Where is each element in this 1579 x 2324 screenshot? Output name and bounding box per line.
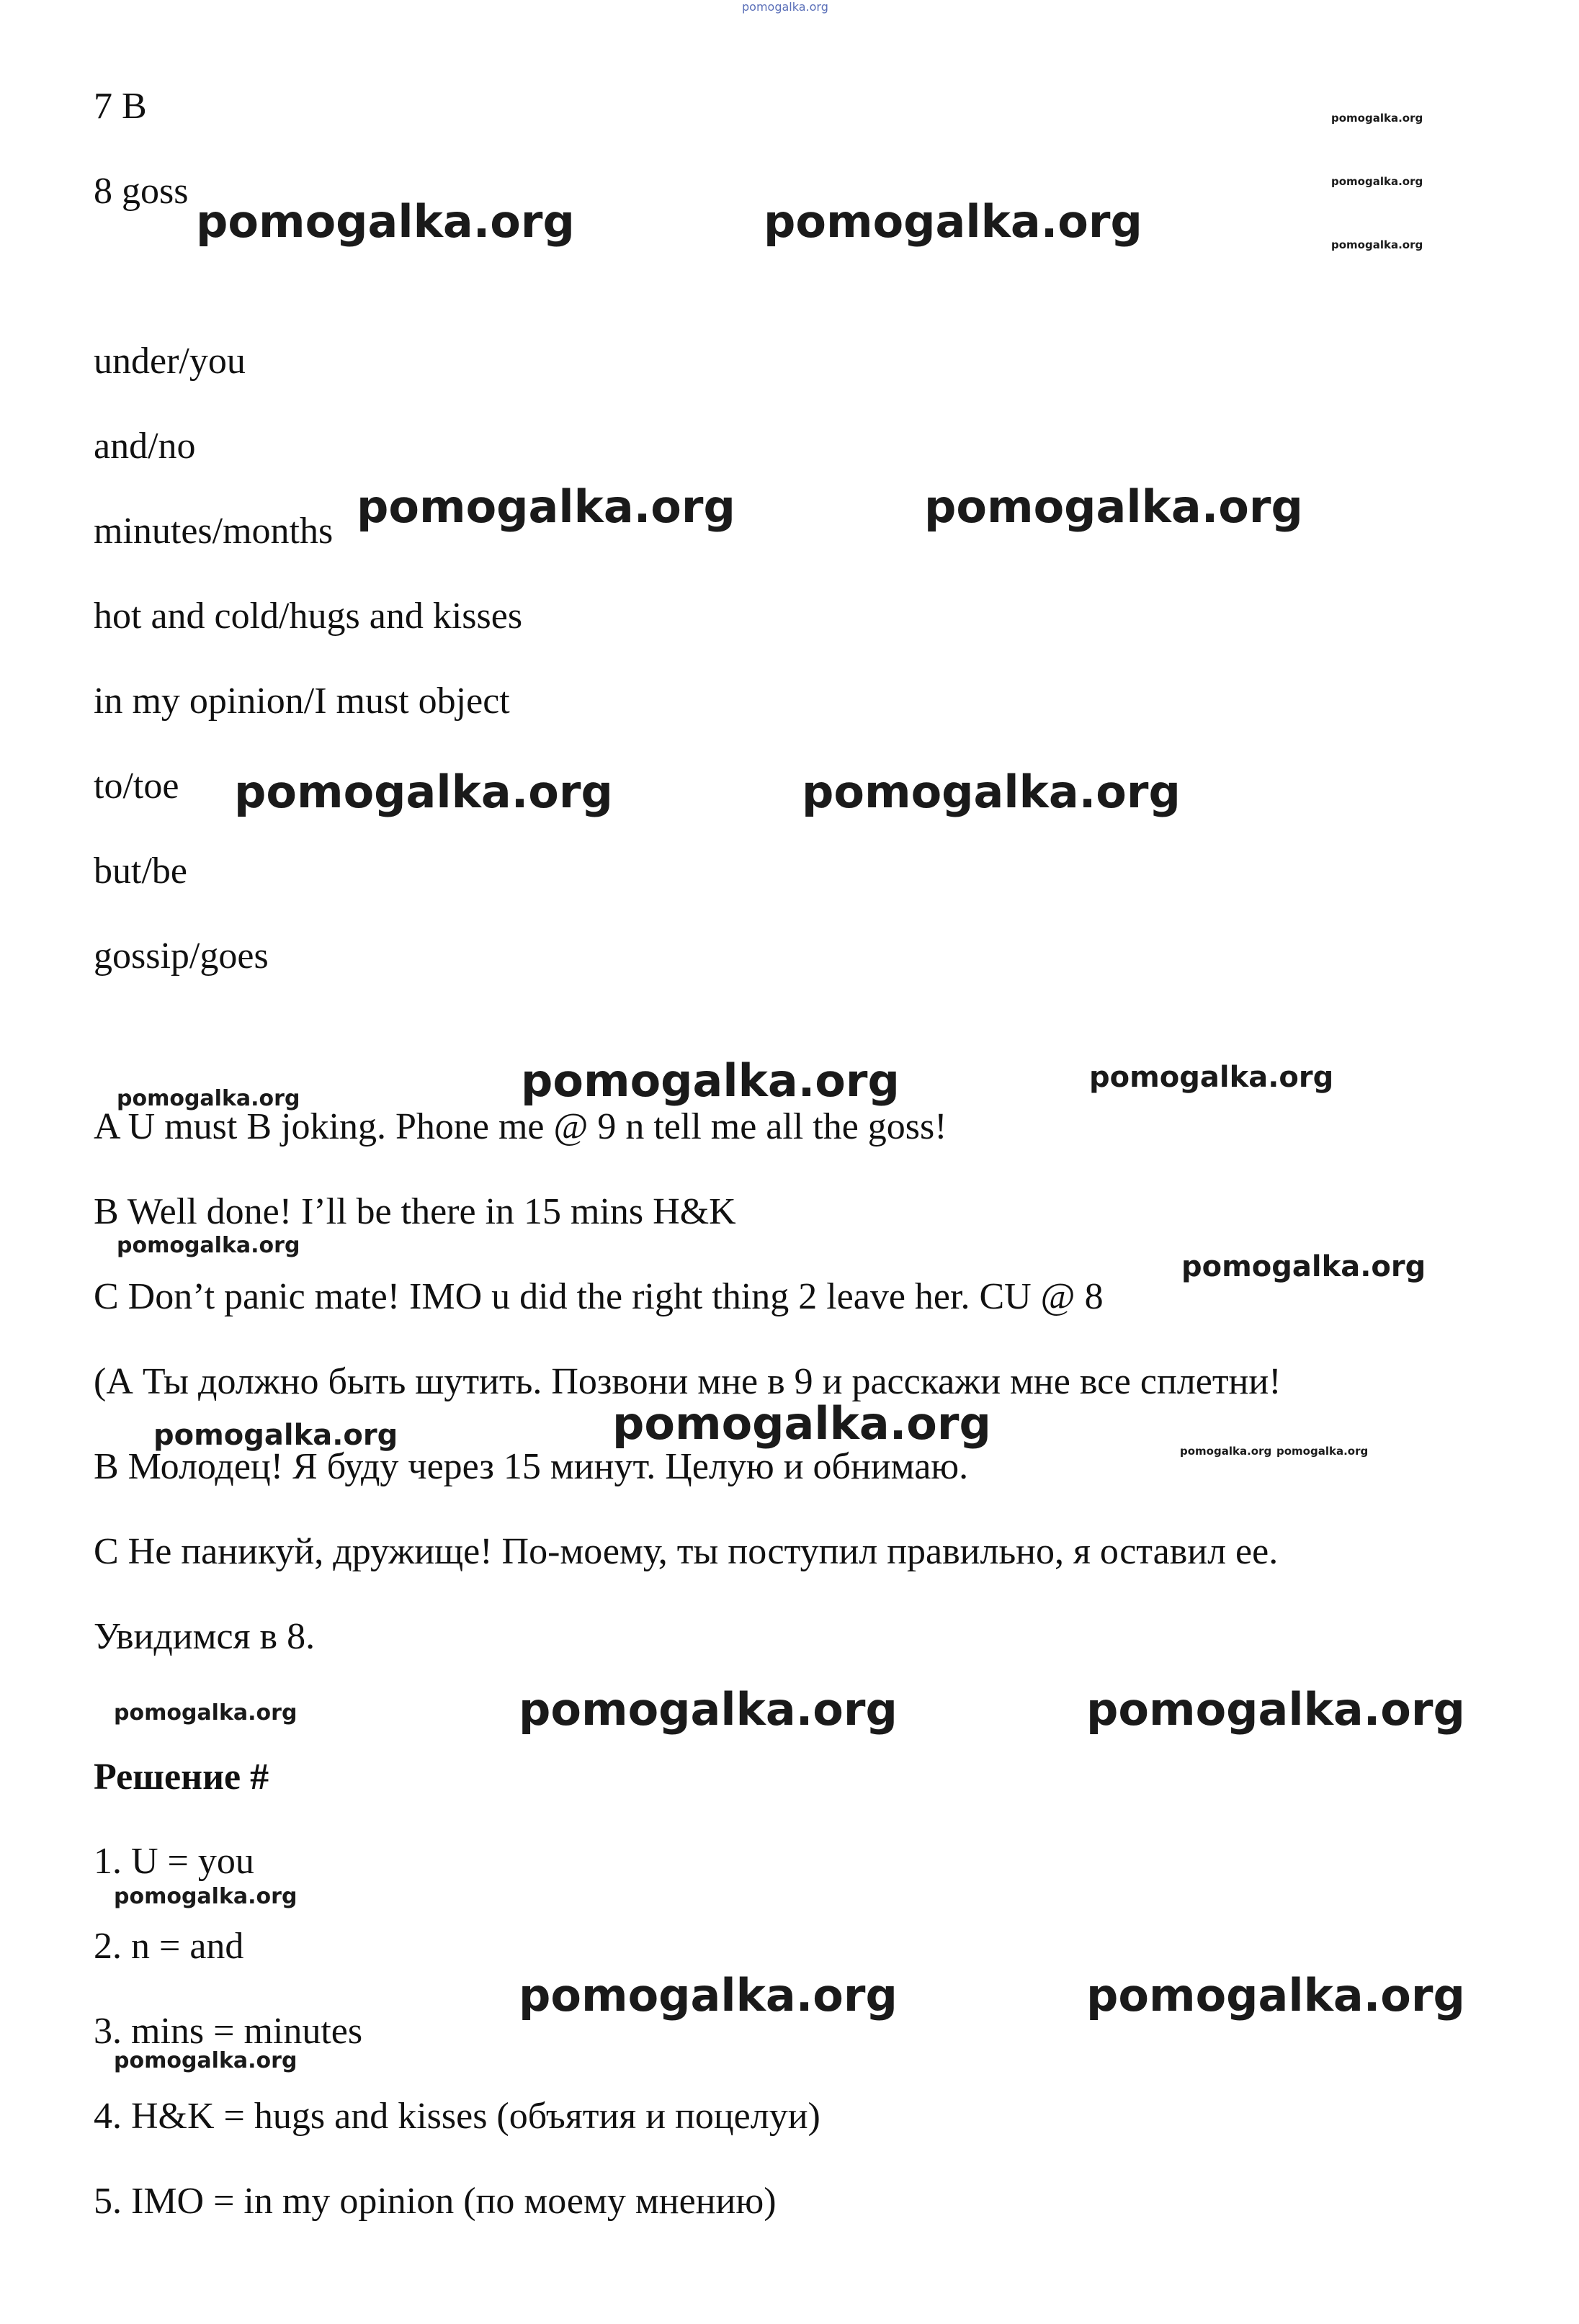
answer-7: 7 B xyxy=(94,86,147,127)
message-a: A U must B joking. Phone me @ 9 n tell me all the goss! xyxy=(94,1106,947,1147)
pair-3: minutes/months xyxy=(94,511,334,552)
watermark: pomogalka.org xyxy=(802,766,1181,818)
watermark: pomogalka.org xyxy=(1331,112,1423,125)
message-b: B Well done! I’ll be there in 15 mins H&K xyxy=(94,1191,736,1232)
pair-7: but/be xyxy=(94,851,187,892)
watermark: pomogalka.org xyxy=(357,480,735,533)
translation-c: С Не паникуй, дружище! По-моему, ты поступил правильно, я оставил ее. xyxy=(94,1531,1279,1572)
watermark: pomogalka.org xyxy=(1331,238,1423,251)
solution-item-4: 4. H&K = hugs and kisses (объятия и поцелуи) xyxy=(94,2096,820,2137)
watermark: pomogalka.org xyxy=(114,1884,298,1909)
translation-a: (А Ты должно быть шутить. Позвони мне в 9 и расскажи мне все сплетни! xyxy=(94,1361,1281,1402)
watermark: pomogalka.org xyxy=(117,1086,300,1111)
watermark: pomogalka.org xyxy=(612,1397,991,1450)
watermark: pomogalka.org xyxy=(1331,175,1423,188)
watermark: pomogalka.org xyxy=(1180,1445,1272,1458)
watermark: pomogalka.org xyxy=(196,195,575,248)
watermark: pomogalka.org xyxy=(1181,1250,1426,1283)
pair-6: to/toe xyxy=(94,766,179,807)
translation-d: Увидимся в 8. xyxy=(94,1616,316,1657)
watermark: pomogalka.org xyxy=(117,1233,300,1258)
watermark: pomogalka.org xyxy=(234,766,613,818)
pair-1: under/you xyxy=(94,341,246,382)
watermark: pomogalka.org xyxy=(521,1054,900,1107)
watermark: pomogalka.org xyxy=(114,2048,298,2073)
watermark: pomogalka.org xyxy=(153,1419,398,1452)
pair-2: and/no xyxy=(94,426,196,467)
translation-b: В Молодец! Я буду через 15 минут. Целую и обнимаю. xyxy=(94,1446,969,1487)
watermark: pomogalka.org xyxy=(1086,1969,1465,2022)
watermark: pomogalka.org xyxy=(764,195,1142,248)
watermark: pomogalka.org xyxy=(924,480,1303,533)
watermark: pomogalka.org xyxy=(1089,1061,1334,1094)
solution-item-1: 1. U = you xyxy=(94,1841,254,1882)
header-watermark: pomogalka.org xyxy=(742,0,828,14)
answer-8: 8 goss xyxy=(94,171,189,212)
watermark: pomogalka.org xyxy=(114,1700,298,1726)
message-c: C Don’t panic mate! IMO u did the right thing 2 leave her. CU @ 8 xyxy=(94,1276,1104,1317)
pair-4: hot and cold/hugs and kisses xyxy=(94,596,523,637)
solution-item-2: 2. n = and xyxy=(94,1926,244,1967)
solution-item-3: 3. mins = minutes xyxy=(94,2011,363,2052)
pair-8: gossip/goes xyxy=(94,936,269,977)
watermark: pomogalka.org xyxy=(519,1683,898,1736)
solution-item-5: 5. IMO = in my opinion (по моему мнению) xyxy=(94,2181,777,2222)
pair-5: in my opinion/I must object xyxy=(94,681,510,722)
watermark: pomogalka.org xyxy=(519,1969,898,2022)
watermark: pomogalka.org xyxy=(1086,1683,1465,1736)
watermark: pomogalka.org xyxy=(1276,1445,1369,1458)
solution-heading: Решение # xyxy=(94,1757,269,1798)
